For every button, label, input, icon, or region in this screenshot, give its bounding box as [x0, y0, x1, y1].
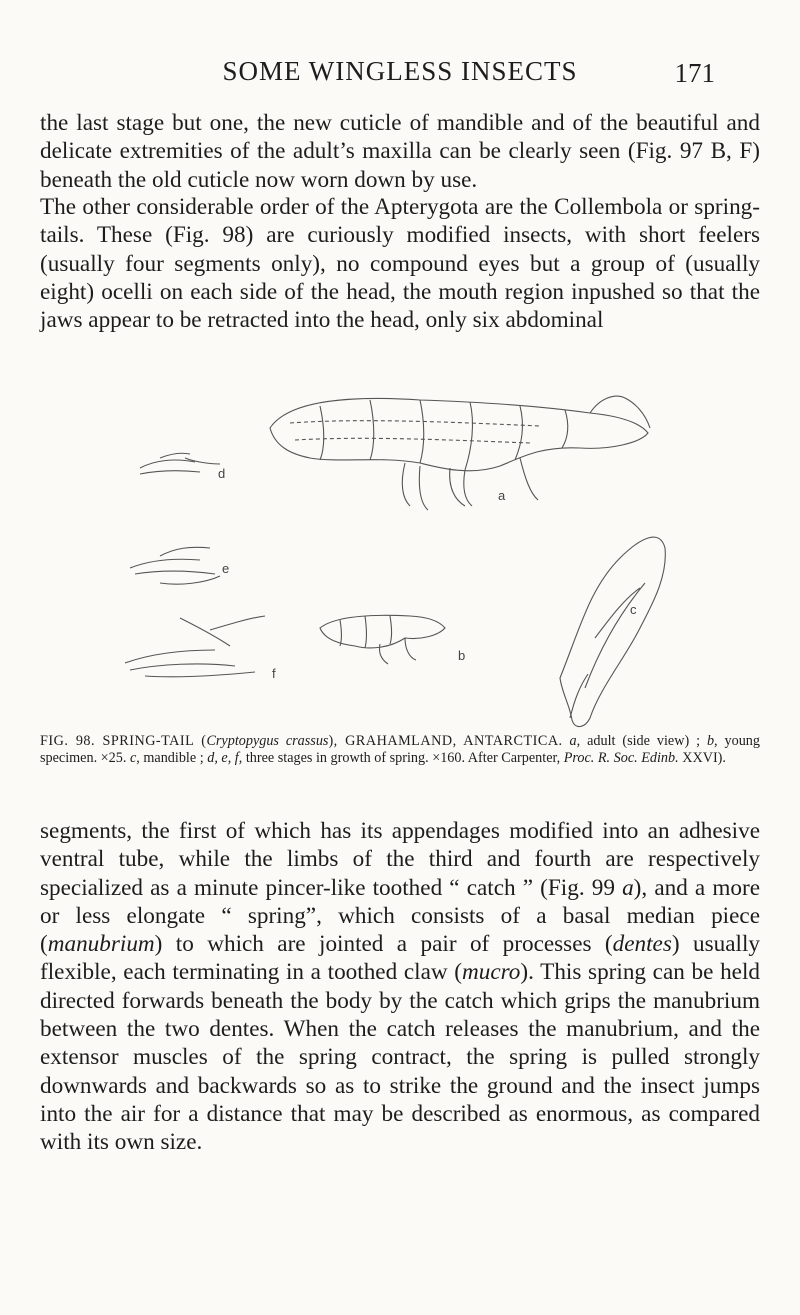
figure-98-illustration	[120, 388, 680, 733]
caption-a-text: , adult (side view) ;	[576, 733, 707, 749]
adult-body-outline	[270, 398, 648, 470]
p3-dentes: dentes	[612, 931, 672, 958]
label-b: b	[458, 648, 466, 663]
paragraph-2: The other considerable order of the Apterygota are the Collembola or spring-tails. These (Fig. 98) are curiously modified insects, with short feelers (usually four segments only), no compound eyes but a group of (usually eight) ocelli on each side of the head, the mouth region inpushed so that the jaws appear to be retracted into the head, only six abdominal	[40, 194, 760, 334]
stage-e-drawing	[130, 547, 215, 574]
caption-def-text: three stages in growth of spring. ×160. After Carpenter,	[242, 750, 564, 766]
page-number: 171	[674, 58, 715, 88]
p3-part-e: ). This spring can be held directed forwards beneath the body by the catch which grips the manubrium between the two dentes. When the catch releases the manubrium, and the extensor muscles of the spring contract, the spring is pulled strongly downwards and backwards so as to strike the ground and the insect jumps into the air for a distance that may be described as enormous, as compared with its own size.	[40, 959, 760, 1156]
label-d: d	[218, 466, 226, 481]
caption-a-key: a	[569, 733, 577, 749]
p3-fig-a: a	[622, 874, 634, 901]
running-title: SOME WINGLESS INSECTS	[222, 56, 578, 86]
label-e: e	[222, 561, 230, 576]
caption-c-key: c	[129, 750, 137, 766]
caption-volume: XXVI).	[678, 750, 726, 766]
p3-mucro: mucro	[462, 959, 521, 986]
p3-manubrium: manubrium	[47, 931, 155, 958]
paragraph-3	[40, 817, 760, 1157]
caption-def-key: d, e, f,	[207, 750, 243, 766]
caption-journal: Proc. R. Soc. Edinb.	[563, 750, 679, 766]
caption-locale: ), GRAHAMLAND, ANTARCTICA.	[328, 733, 563, 749]
p3-part-c: ) to which are jointed a pair of processes (	[154, 931, 613, 958]
label-f: f	[272, 666, 276, 681]
label-c: c	[630, 602, 637, 617]
young-specimen-outline	[320, 615, 445, 648]
p3-part-d: ) usually flexible, each terminating in a toothed claw (	[40, 931, 760, 986]
caption-b-text: , young specimen. ×25.	[40, 733, 760, 766]
figure-caption	[40, 733, 760, 767]
springtail-drawing	[120, 388, 680, 733]
caption-c-text: , mandible ;	[136, 750, 208, 766]
p3-part-a: segments, the first of which has its appendages modified into an adhesive ventral tube, while the limbs of the third and fourth are respectively specialized as a minute pincer-like toothed “ catch ” (Fig. 99	[40, 818, 760, 901]
p3-part-b: ), and a more or less elongate “ spring”, which consists of a basal median piece (	[40, 874, 760, 958]
page-header	[0, 56, 800, 96]
caption-fig-label: FIG. 98. SPRING-TAIL (	[40, 733, 207, 749]
stage-f-drawing	[125, 616, 265, 670]
stage-d-drawing	[140, 453, 200, 474]
label-a: a	[498, 488, 506, 503]
caption-b-key: b	[706, 733, 715, 749]
paragraph-1: the last stage but one, the new cuticle of mandible and of the beautiful and delicate extremities of the adult’s maxilla can be clearly seen (Fig. 97 B, F) beneath the old cuticle now worn down by use.	[40, 110, 760, 193]
caption-species: Cryptopygus crassus	[206, 733, 329, 749]
